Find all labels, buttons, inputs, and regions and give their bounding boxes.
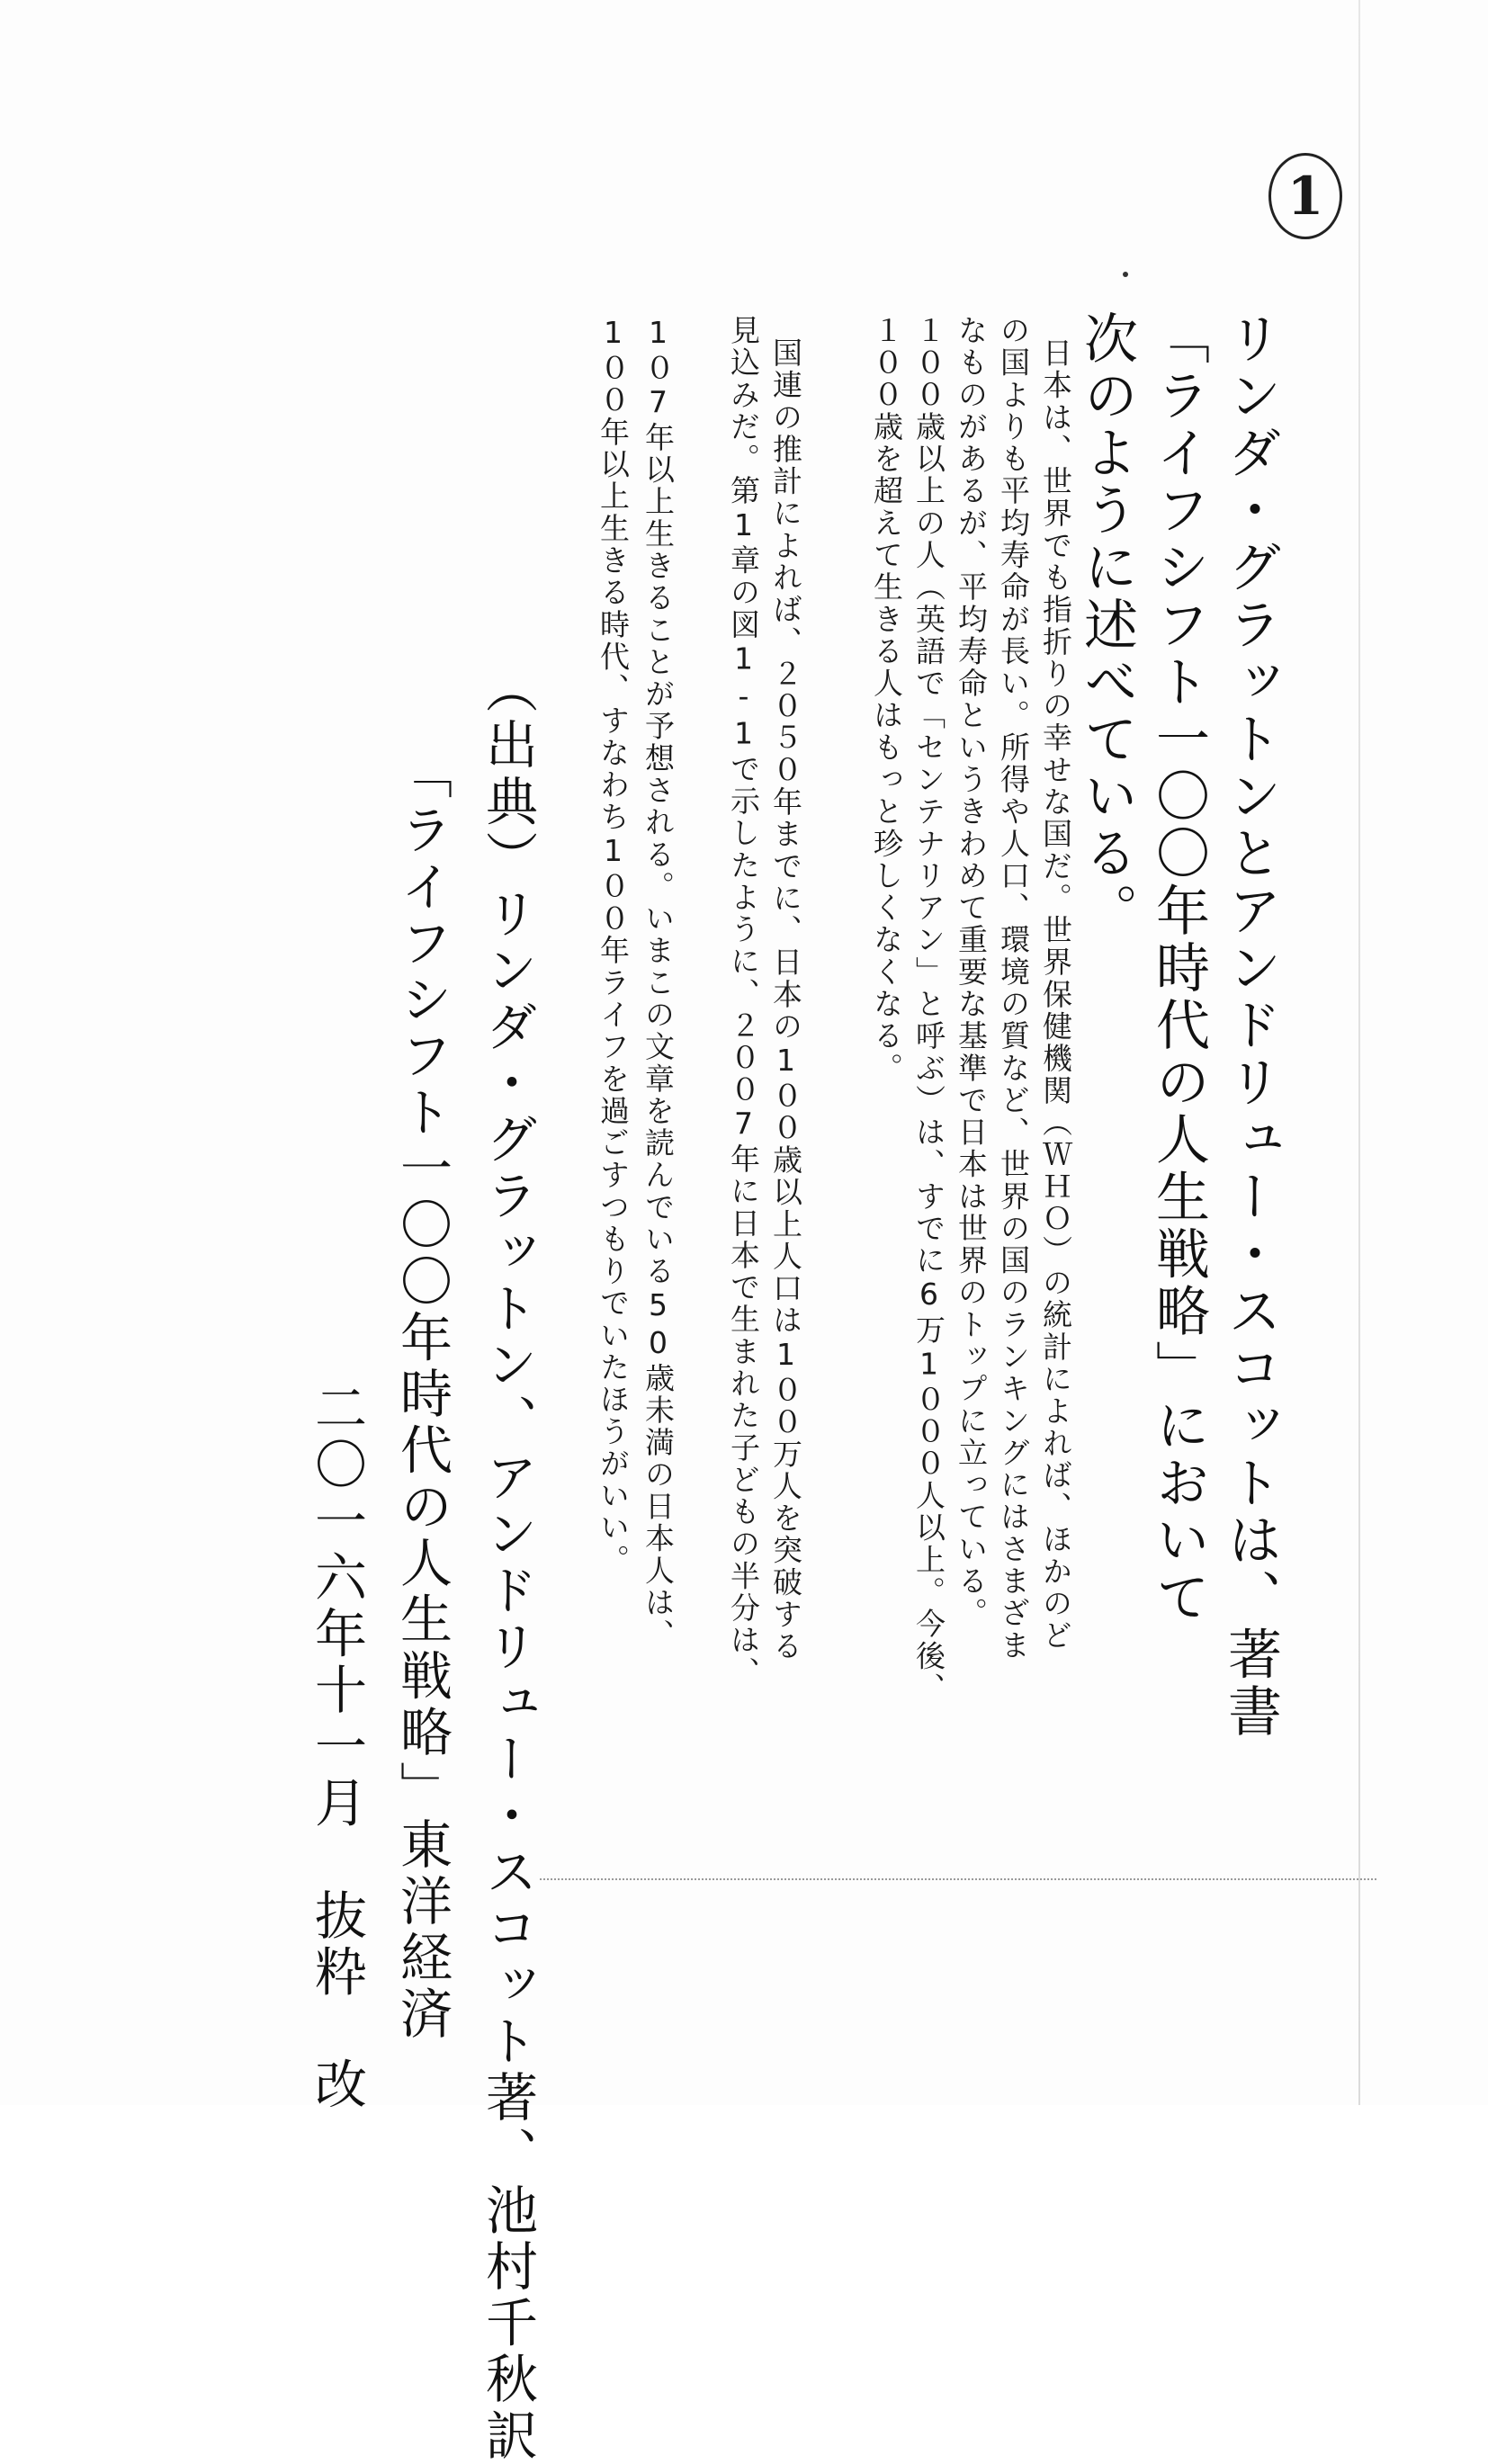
body-line: 国連の推計によれば、２０５０年までに、日本の1００歳以上人口は1００万人を突破する — [768, 337, 803, 1663]
source-line: 「ライフシフト一〇〇年時代の人生戦略」東洋経済 — [391, 747, 453, 2043]
body-line: の国よりも平均寿命が長い。所得や人口、環境の質など、世界の国のランキングにはさまざま — [996, 315, 1031, 1662]
body-line: １００歳以上の人（英語で「センテナリアン」と呼ぶ）は、すでに6万1０００人以上。今後、 — [911, 315, 946, 1705]
intro-line: 「ライフシフト一〇〇年時代の人生戦略」において — [1147, 310, 1210, 1626]
stray-mark — [1123, 272, 1128, 277]
source-line: 二〇一六年十一月 抜粋 改 — [306, 1381, 367, 2114]
intro-line: 次のように述べている。 — [1075, 310, 1138, 940]
source-line: （出典）リンダ・グラットン、アンドリュー・スコット著、池村千秋訳 — [477, 661, 538, 2464]
page-number: 1 — [1268, 153, 1342, 239]
body-line: 1００年以上生きる時代、すなわち1００年ライフを過ごすつもりでいたほうがいい。 — [596, 315, 631, 1576]
body-line: なものがあるが、平均寿命というきわめて重要な基準で日本は世界のトップに立っている。 — [954, 315, 989, 1630]
page-edge — [1358, 0, 1360, 2105]
body-line: 見込みだ。第1章の図1-1で示したように、２００7年に日本で生まれた子どもの半分は、 — [726, 315, 761, 1689]
body-line: 1０7年以上生きることが予想される。いまこの文章を読んでいる50歳未満の日本人は、 — [641, 315, 676, 1652]
body-line: 日本は、世界でも指折りの幸せな国だ。世界保健機関（ＷＨＯ）の統計によれば、ほかのど — [1038, 337, 1073, 1653]
bottom-rule — [540, 1878, 1376, 1880]
intro-line: リンダ・グラットンとアンドリュー・スコットは、著書 — [1219, 310, 1282, 1741]
body-line: １００歳を超えて生きる人はもっと珍しくなくなる。 — [869, 315, 904, 1085]
